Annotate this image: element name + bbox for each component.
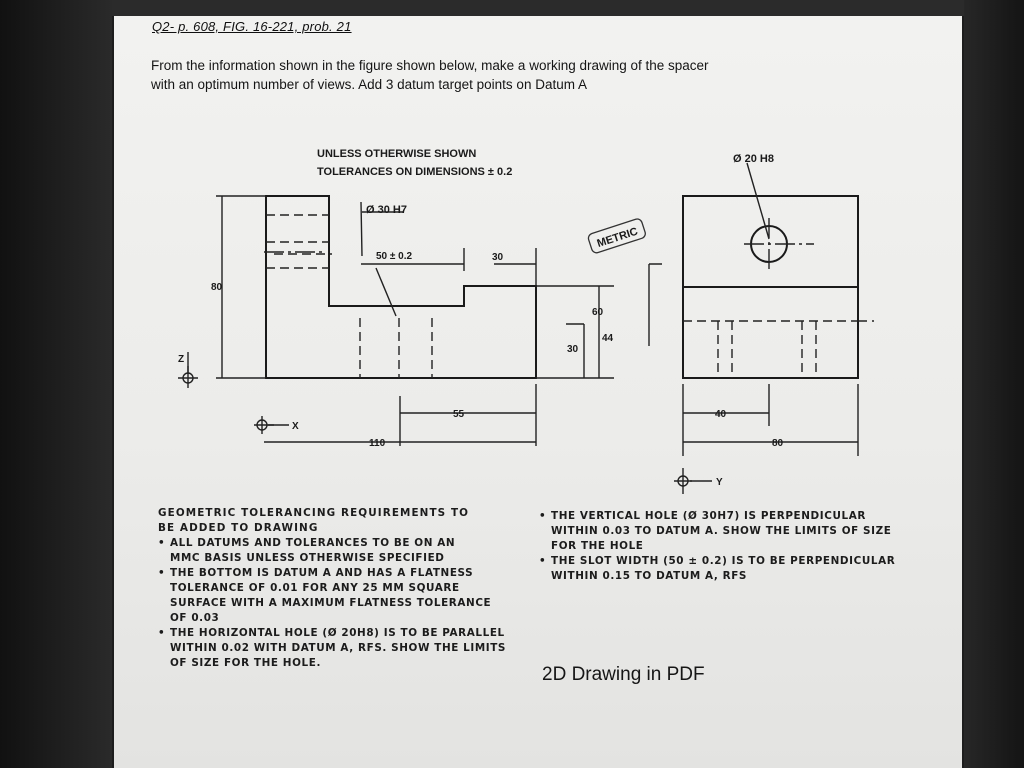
callout-large-hole: Ø 20 H8 xyxy=(733,153,774,165)
axis-markers xyxy=(178,366,692,494)
monitor-bezel-right xyxy=(964,0,1024,768)
bullet-icon: • xyxy=(539,510,547,522)
dim-30-side: 30 xyxy=(567,344,579,355)
axis-label-z: Z xyxy=(178,354,185,365)
requirements-right xyxy=(539,509,899,584)
question-header: Q2- p. 608, FIG. 16-221, prob. 21 xyxy=(152,19,352,34)
axis-label-x: X xyxy=(292,421,299,432)
requirement-item: • THE SLOT WIDTH (50 ± 0.2) IS TO BE PERPENDICULAR WITHIN 0.15 TO DATUM A, RFS xyxy=(539,555,896,582)
leader-large-hole xyxy=(747,163,769,239)
metric-stamp xyxy=(587,218,646,254)
monitor-bezel-left xyxy=(0,0,112,768)
caption: 2D Drawing in PDF xyxy=(542,664,705,685)
dim-44: 44 xyxy=(602,333,614,344)
instruction-line: with an optimum number of views. Add 3 datum target points on Datum A xyxy=(151,77,587,92)
monitor-bezel-top xyxy=(0,0,1024,16)
dim-110: 110 xyxy=(369,438,386,449)
bullet-icon: • xyxy=(158,537,166,549)
center-lines xyxy=(264,218,814,271)
dim-60: 60 xyxy=(592,307,604,318)
requirement-item: • THE BOTTOM IS DATUM A AND HAS A FLATNESS TOLERANCE OF 0.01 FOR ANY 25 MM SQUARE SURFACE WITH A MAXIMUM FLATNESS TOLERANCE OF 0.03 xyxy=(158,567,492,624)
callout-small-hole: Ø 30 H7 xyxy=(366,204,407,216)
dim-80-side: 80 xyxy=(772,438,784,449)
dim-80: 80 xyxy=(211,282,223,293)
bullet-icon: • xyxy=(158,627,166,639)
requirement-item: • THE VERTICAL HOLE (Ø 30H7) IS PERPENDICULAR WITHIN 0.03 TO DATUM A. SHOW THE LIMITS OF SIZE FOR THE HOLE xyxy=(539,510,892,552)
general-note-line: UNLESS OTHERWISE SHOWN xyxy=(317,148,477,160)
general-note-line: TOLERANCES ON DIMENSIONS ± 0.2 xyxy=(317,166,513,178)
bullet-icon: • xyxy=(539,555,547,567)
requirements-heading: GEOMETRIC TOLERANCING REQUIREMENTS TO BE ADDED TO DRAWING xyxy=(158,507,470,534)
leader-slot-width xyxy=(376,268,396,316)
requirements-left xyxy=(158,506,518,671)
axis-label-y: Y xyxy=(716,477,723,488)
front-view-outline xyxy=(266,196,536,378)
dim-40: 40 xyxy=(715,409,727,420)
metric-stamp-text: METRIC xyxy=(595,225,640,251)
requirement-item: • ALL DATUMS AND TOLERANCES TO BE ON AN MMC BASIS UNLESS OTHERWISE SPECIFIED xyxy=(158,537,456,564)
bullet-icon: • xyxy=(158,567,166,579)
hidden-lines-front xyxy=(266,215,432,378)
dim-55: 55 xyxy=(453,409,465,420)
dim-30-top: 30 xyxy=(492,252,504,263)
hidden-lines-side xyxy=(683,321,874,378)
slot-width-dim: 50 ± 0.2 xyxy=(376,251,413,262)
instruction-line: From the information shown in the figure shown below, make a working drawing of the spacer xyxy=(151,58,709,73)
document-page xyxy=(114,16,962,768)
requirement-item: • THE HORIZONTAL HOLE (Ø 20H8) IS TO BE PARALLEL WITHIN 0.02 WITH DATUM A, RFS. SHOW THE LIMITS OF SIZE FOR THE HOLE. xyxy=(158,627,507,669)
